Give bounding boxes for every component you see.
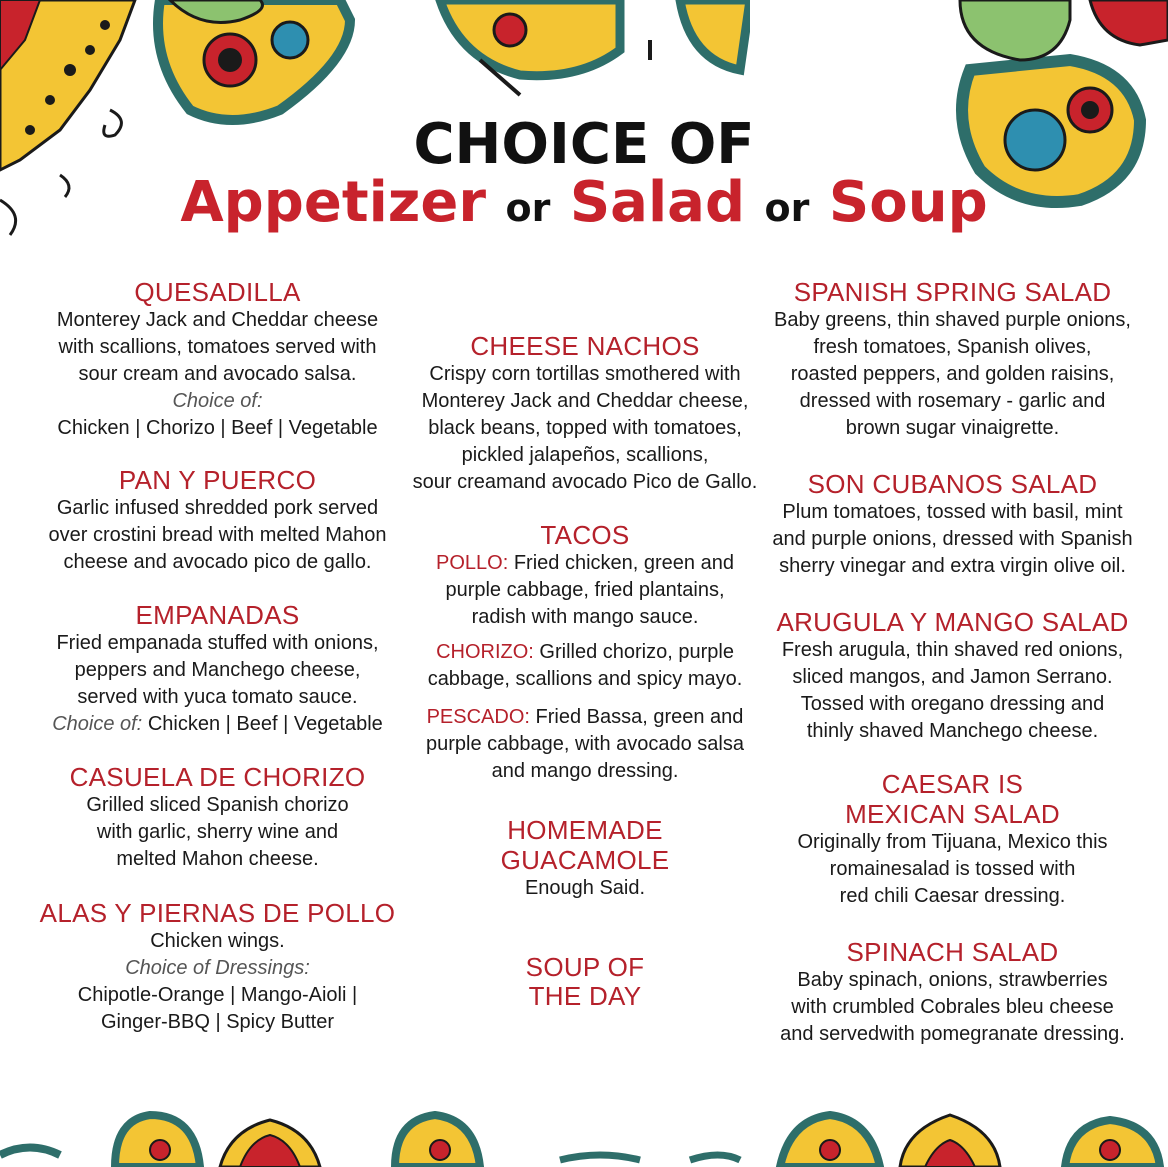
menu-item-title: PAN Y PUERCO: [118, 465, 317, 495]
menu-item-casuela-de-chorizo: [20, 762, 415, 873]
menu-item-title: TACOS: [540, 520, 630, 550]
menu-item-description: Originally from Tijuana, Mexico this romainesalad is tossed with red chili Caesar dressing.: [797, 831, 1108, 907]
tacos-pescado-text: Fried Bassa, green and purple cabbage, with avocado salsa and mango dressing.: [426, 706, 744, 782]
menu-item-description: Monterey Jack and Cheddar cheese with scallions, tomatoes served with sour cream and avocado salsa.: [56, 309, 379, 385]
menu-item-title: SON CUBANOS SALAD: [807, 469, 1098, 499]
menu-item-description: Baby greens, thin shaved purple onions, fresh tomatoes, Spanish olives, roasted peppers, and golden raisins, dressed with rosemary - garlic and brown sugar vinaigrette.: [774, 309, 1131, 439]
menu-item-description: Fried empanada stuffed with onions, peppers and Manchego cheese, served with yuca tomato sauce.: [56, 632, 379, 708]
header-title: CHOICE OF: [413, 112, 755, 177]
menu-item-soup-of-the-day: [410, 953, 760, 1011]
menu-item-description: Chicken wings.: [150, 930, 285, 952]
menu-item-description: Fresh arugula, thin shaved red onions, sliced mangos, and Jamon Serrano. Tossed with oregano dressing and thinly shaved Manchego cheese.: [781, 639, 1124, 742]
tacos-chorizo-text: Grilled chorizo, purple cabbage, scallions and spicy mayo.: [427, 641, 743, 690]
menu-item-caesar-is-mexican-salad: [765, 769, 1140, 910]
menu-item-title: QUESADILLA: [134, 277, 301, 307]
menu-item-pan-y-puerco: [20, 465, 415, 576]
tacos-pescado: [410, 704, 760, 785]
menu-item-description: Plum tomatoes, tossed with basil, mint and purple onions, dressed with Spanish sherry vinegar and extra virgin olive oil.: [772, 501, 1133, 577]
tacos-chorizo: [410, 639, 760, 693]
menu-item-title: HOMEMADE GUACAMOLE: [500, 815, 670, 875]
menu-item-homemade-guacamole: [410, 815, 760, 902]
choice-options: Chicken | Chorizo | Beef | Vegetable: [57, 417, 378, 439]
menu-item-description: Garlic infused shredded pork served over crostini bread with melted Mahon cheese and avocado pico de gallo.: [48, 497, 387, 573]
menu-item-title: CASUELA DE CHORIZO: [69, 762, 366, 792]
menu-item-empanadas: [20, 600, 415, 738]
choice-label: Choice of:: [52, 713, 143, 735]
menu-item-arugula-y-mango-salad: [765, 607, 1140, 745]
tacos-pollo-text: Fried chicken, green and purple cabbage, fried plantains, radish with mango sauce.: [445, 552, 734, 628]
menu-item-quesadilla: [20, 277, 415, 442]
header-appetizer: Appetizer: [180, 170, 486, 235]
tacos-chorizo-label: CHORIZO:: [436, 641, 534, 663]
header-salad: Salad: [569, 170, 746, 235]
menu-item-tacos: [410, 520, 760, 785]
menu-item-description: Grilled sliced Spanish chorizo with garlic, sherry wine and melted Mahon cheese.: [86, 794, 349, 870]
menu-item-title: SPANISH SPRING SALAD: [793, 277, 1112, 307]
choice-line: [20, 711, 415, 738]
choice-label: Choice of Dressings:: [125, 957, 310, 979]
menu-item-description: Baby spinach, onions, strawberries with crumbled Cobrales bleu cheese and servedwith pomegranate dressing.: [780, 969, 1125, 1045]
menu-item-title: CAESAR IS MEXICAN SALAD: [845, 769, 1060, 829]
choice-label: Choice of:: [172, 390, 263, 412]
header-subtitle: [0, 170, 1168, 235]
menu-item-title: EMPANADAS: [135, 600, 300, 630]
menu-item-alas-y-piernas: [20, 898, 415, 1036]
menu-item-description: Enough Said.: [524, 877, 646, 899]
header-soup: Soup: [828, 170, 988, 235]
decorative-butterfly-top-middle: [420, 0, 750, 115]
tacos-pescado-label: PESCADO:: [426, 706, 530, 728]
tacos-pollo-label: POLLO:: [436, 552, 509, 574]
header-or-1: or: [505, 186, 551, 230]
menu-item-spinach-salad: [765, 937, 1140, 1048]
choice-options: Chipotle-Orange | Mango-Aioli | Ginger-BBQ | Spicy Butter: [77, 984, 358, 1033]
tacos-pollo: [410, 550, 760, 631]
menu-item-description: Crispy corn tortillas smothered with Monterey Jack and Cheddar cheese, black beans, topped with tomatoes, pickled jalapeños, scallions, sour creamand avocado Pico de Gallo.: [412, 363, 758, 493]
decorative-border-bottom: [0, 1060, 1168, 1167]
menu-item-son-cubanos-salad: [765, 469, 1140, 580]
menu-item-title: SPINACH SALAD: [846, 937, 1059, 967]
menu-item-title: ALAS Y PIERNAS DE POLLO: [39, 898, 396, 928]
menu-item-spanish-spring-salad: [765, 277, 1140, 442]
menu-item-cheese-nachos: [410, 331, 760, 496]
choice-options: Chicken | Beef | Vegetable: [147, 713, 383, 735]
menu-item-title: ARUGULA Y MANGO SALAD: [776, 607, 1129, 637]
menu-item-title: SOUP OF THE DAY: [525, 952, 645, 1011]
menu-item-title: CHEESE NACHOS: [470, 331, 700, 361]
header-or-2: or: [764, 186, 810, 230]
